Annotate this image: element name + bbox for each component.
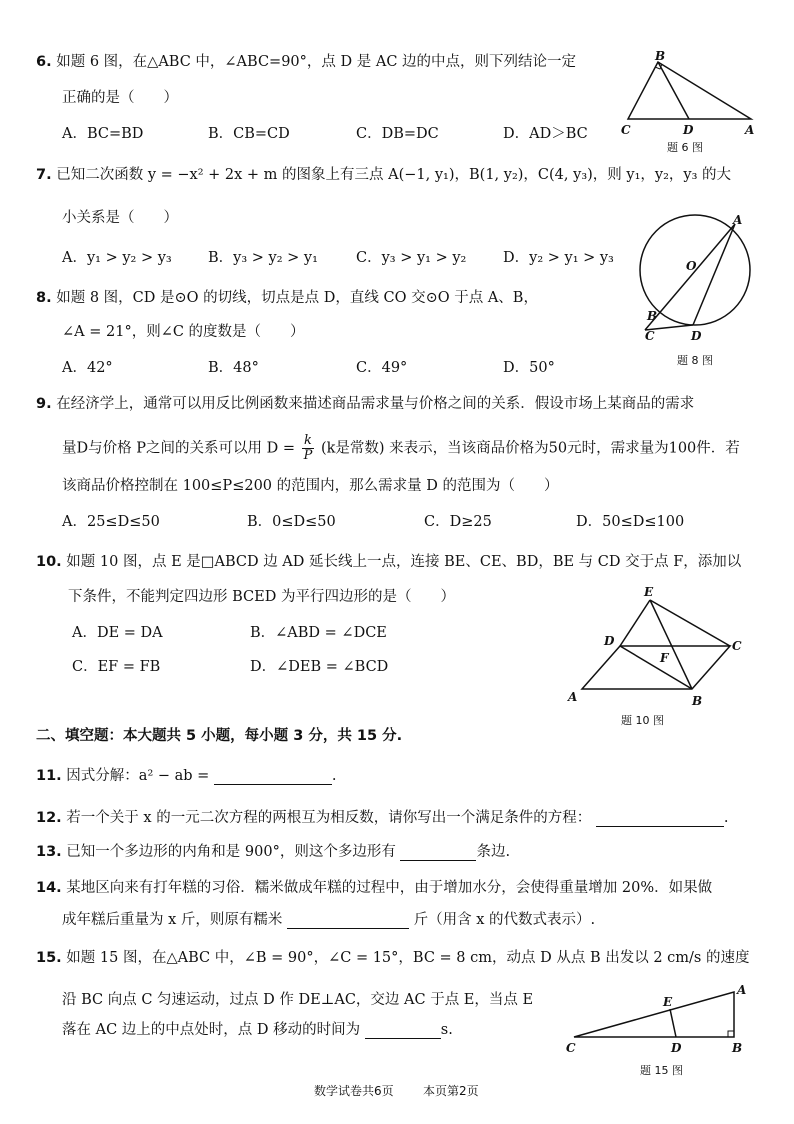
q13-answer-blank[interactable] [400,846,476,861]
q15-label-e: E [663,995,673,1009]
q9-fraction [302,434,315,463]
q6-text: 如题 6 图，在△ABC 中，∠ABC=90°，点 D 是 AC 边的中点，则下列结论一定 [56,54,577,70]
q8-number: 8. [36,290,52,306]
q10-text: 如题 10 图，点 E 是□ABCD 边 AD 延长线上一点，连接 BE、CE、BD，BE 与 CD 交于点 F，添加以 [66,554,742,570]
q8-line2: ∠A = 21°，则∠C 的度数是（ ） [62,324,305,340]
q12-number: 12. [36,810,62,826]
q15-line3-end: s. [440,1022,453,1038]
q15-caption: 题 15 图 [640,1064,683,1077]
q8-option-d[interactable]: D．50° [503,360,555,376]
q7-number: 7. [36,167,52,183]
q10-option-d[interactable]: D．∠DEB = ∠BCD [250,659,389,675]
q14-line1 [36,876,712,897]
q10-label-e: E [644,585,654,599]
q6-number: 6. [36,54,52,70]
q10-label-d: D [604,634,615,648]
q11-text: 因式分解：a² − ab = [66,768,210,784]
q7-option-c[interactable]: C．y₃ > y₁ > y₂ [356,250,467,266]
q14-text: 某地区向来有打年糕的习俗．糯米做成年糕的过程中，由于增加水分，会使得重量增加 20%．如果做 [66,880,713,896]
q9-option-c[interactable]: C．D≥25 [424,514,492,530]
q14-line2 [62,908,595,929]
q6-line2: 正确的是（ ） [62,90,178,106]
q9-line3: 该商品价格控制在 100≤P≤200 的范围内，那么需求量 D 的范围为（ ） [62,478,559,494]
q15-label-b: B [732,1041,743,1055]
q9-option-a[interactable]: A．25≤D≤50 [62,514,160,530]
q15-number: 15. [36,950,62,966]
q15-text: 如题 15 图，在△ABC 中，∠B = 90°，∠C = 15°，BC = 8 cm，动点 D 从点 B 出发以 2 cm/s 的速度 [66,950,750,966]
q9-fraction-numerator: k [302,434,315,449]
q7-text: 已知二次函数 y = −x² + 2x + m 的图象上有三点 A(−1, y₁)，B(1, y₂)，C(4, y₃)，则 y₁，y₂，y₃ 的大 [56,167,732,183]
q15-line1 [36,946,749,967]
q11-tail: . [331,768,337,784]
q6-line1 [36,50,576,71]
q13-line [36,840,510,861]
footer-page-number: 本页第2页 [423,1084,479,1098]
footer-total-pages: 数学试卷共6页 [314,1084,394,1098]
q10-option-b[interactable]: B．∠ABD = ∠DCE [250,625,387,641]
q6-option-a[interactable]: A．BC=BD [62,126,144,142]
q10-line1 [36,550,741,571]
q8-label-c: C [645,329,655,343]
q15-line3-start: 落在 AC 边上的中点处时，点 D 移动的时间为 [62,1022,361,1038]
q14-number: 14. [36,880,62,896]
q9-line2 [62,434,740,463]
q8-label-b: B [647,309,658,323]
q12-tail: . [723,810,729,826]
q6-option-b[interactable]: B．CB=CD [208,126,290,142]
q8-label-d: D [691,329,702,343]
q8-label-a: A [733,213,743,227]
q8-caption: 题 8 图 [677,354,713,367]
q10-caption: 题 10 图 [621,714,664,727]
q6-label-d: D [683,123,694,137]
q14-answer-blank[interactable] [287,914,409,929]
q13-number: 13. [36,844,62,860]
q8-line1 [36,286,538,307]
q9-option-b[interactable]: B．0≤D≤50 [247,514,336,530]
q8-option-b[interactable]: B．48° [208,360,259,376]
q9-line2-start: 量D与价格 P之间的关系可以用 D = [62,440,295,457]
q7-option-d[interactable]: D．y₂ > y₁ > y₃ [503,250,614,266]
q10-label-b: B [692,694,703,708]
q14-line2-start: 成年糕后重量为 x 斤，则原有糯米 [62,912,283,928]
q11-answer-blank[interactable] [214,770,332,785]
q9-fraction-denominator: P [303,448,313,463]
q7-line2: 小关系是（ ） [62,210,178,226]
q9-number: 9. [36,396,52,412]
q6-caption: 题 6 图 [667,141,703,154]
q9-line1 [36,392,694,413]
q10-option-a[interactable]: A．DE = DA [72,625,163,641]
q15-label-a: A [737,983,747,997]
q8-option-c[interactable]: C．49° [356,360,408,376]
q6-label-a: A [745,123,755,137]
q15-label-d: D [671,1041,682,1055]
q15-label-c: C [566,1041,576,1055]
q12-text: 若一个关于 x 的一元二次方程的两根互为相反数，请你写出一个满足条件的方程： [66,810,592,826]
q14-line2-end: 斤（用含 x 的代数式表示）. [413,912,596,928]
q8-option-a[interactable]: A．42° [62,360,113,376]
q6-option-d[interactable]: D．AD＞BC [503,126,588,142]
q7-line1 [36,163,731,184]
q9-text: 在经济学上，通常可以用反比例函数来描述商品需求量与价格之间的关系．假设市场上某商品的需求 [56,396,695,412]
q13-tail: 条边. [476,844,511,860]
q13-text: 已知一个多边形的内角和是 900°，则这个多边形有 [66,844,396,860]
q8-figure [635,210,755,345]
q8-text: 如题 8 图，CD 是⊙O 的切线，切点是点 D，直线 CO 交⊙O 于点 A、B， [56,290,538,306]
q6-label-c: C [621,123,631,137]
q8-label-o: O [686,259,697,273]
q12-answer-blank[interactable] [596,812,724,827]
q7-option-b[interactable]: B．y₃ > y₂ > y₁ [208,250,318,266]
q10-number: 10. [36,554,62,570]
q15-answer-blank[interactable] [365,1024,441,1039]
q10-label-c: C [732,639,742,653]
q10-option-c[interactable]: C．EF = FB [72,659,161,675]
q15-line2: 沿 BC 向点 C 匀速运动，过点 D 作 DE⊥AC，交边 AC 于点 E，当点 E [62,992,534,1008]
q10-line2: 下条件，不能判定四边形 BCED 为平行四边形的是（ ） [68,589,455,605]
q6-option-c[interactable]: C．DB=DC [356,126,439,142]
q11-line [36,764,337,785]
q15-line3 [62,1018,453,1039]
q6-figure [615,50,765,140]
q15-figure [562,982,752,1057]
q12-line [36,806,728,827]
q9-line2-end: (k是常数) 来表示，当该商品价格为50元时，需求量为100件．若 [320,440,740,457]
q6-label-b: B [655,49,666,63]
q10-label-f: F [660,651,669,665]
q9-option-d[interactable]: D．50≤D≤100 [576,514,685,530]
q10-label-a: A [568,690,578,704]
q7-option-a[interactable]: A．y₁ > y₂ > y₃ [62,250,172,266]
q11-number: 11. [36,768,62,784]
section2-title: 二、填空题：本大题共 5 小题，每小题 3 分，共 15 分. [36,728,403,744]
q10-figure [562,585,752,710]
